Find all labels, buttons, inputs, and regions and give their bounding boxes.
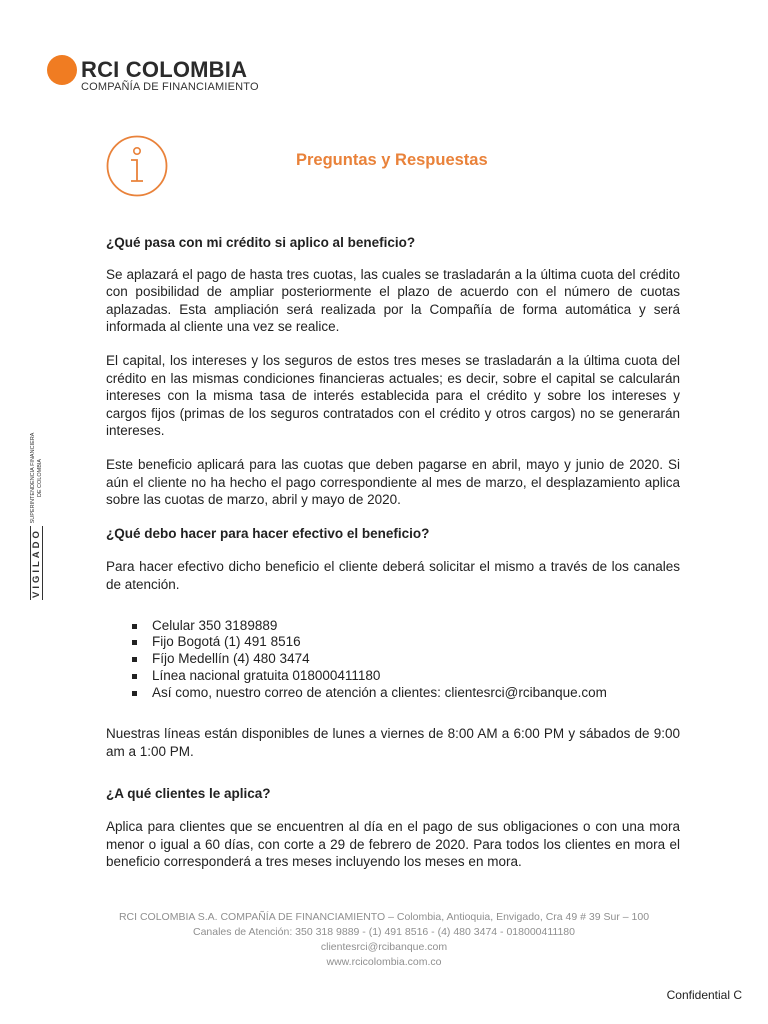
vigilado-label: VIGILADO	[31, 528, 42, 598]
page-footer	[0, 910, 768, 970]
footer-website: www.rcicolombia.com.co	[326, 956, 442, 968]
brand-logo-mark	[47, 55, 77, 85]
answer-1-paragraph-1: Se aplazará el pago de hasta tres cuotas, las cuales se trasladarán a la última cuota del crédito con posibilidad de ampliar posteriormente el plazo de acuerdo con el número de cuotas aplazadas. Esta ampliación será realizada por la Compañía de forma automática y será informada al cliente una vez se realice.	[106, 266, 680, 335]
list-item: Celular 350 3189889	[130, 618, 680, 635]
page-title: Preguntas y Respuestas	[296, 151, 488, 169]
footer-address: RCI COLOMBIA S.A. COMPAÑÍA DE FINANCIAMIENTO – Colombia, Antioquia, Envigado, Cra 49 # 39 Sur – 100	[118, 911, 650, 923]
superintendencia-line2: DE COLOMBIA	[37, 458, 43, 498]
contact-channels-list	[106, 618, 680, 702]
question-1: ¿Qué pasa con mi crédito si aplico al beneficio?	[106, 235, 416, 250]
footer-channels: Canales de Atención: 350 318 9889 - (1) 491 8516 - (4) 480 3474 - 018000411180	[193, 926, 575, 938]
brand-name: RCI COLOMBIA	[81, 57, 248, 82]
superintendencia-label	[30, 430, 44, 526]
info-icon	[105, 134, 169, 198]
question-2: ¿Qué debo hacer para hacer efectivo el beneficio?	[106, 525, 430, 541]
brand-subtitle: COMPAÑÍA DE FINANCIAMIENTO	[81, 81, 259, 93]
list-item: Línea nacional gratuita 018000411180	[130, 668, 680, 685]
answer-1-paragraph-3: Este beneficio aplicará para las cuotas que deben pagarse en abril, mayo y junio de 2020. Si aún el cliente no ha hecho el pago correspondiente al mes de marzo, el desplazamiento aplica sobre las cuotas de marzo, abril y mayo de 2020.	[106, 456, 680, 508]
answer-3-paragraph-1: Aplica para clientes que se encuentren al día en el pago de sus obligaciones o con una mora menor o igual a 60 días, con corte a 29 de febrero de 2020. Para todos los clientes en mora el beneficio corresponderá a tres meses incluyendo los meses en mora.	[106, 819, 680, 870]
footer-email: clientesrci@rcibanque.com	[320, 941, 448, 953]
list-item: Fijo Bogotá (1) 491 8516	[130, 634, 680, 651]
answer-2-paragraph-1: Para hacer efectivo dicho beneficio el cliente deberá solicitar el mismo a través de los canales de atención.	[106, 559, 680, 592]
confidentiality-label: Confidential C	[666, 988, 742, 1002]
list-item: Así como, nuestro correo de atención a clientes: clientesrci@rcibanque.com	[130, 685, 680, 702]
faq-content	[106, 234, 680, 871]
vigilado-stamp	[20, 430, 60, 600]
answer-1-paragraph-2: El capital, los intereses y los seguros de estos tres meses se trasladarán a la última cuota del crédito en las mismas condiciones financieras actuales; es decir, sobre el capital se calcularán intereses con la misma tasa de interés establecida para el crédito y sobre los intereses y cargos fijos (primas de los seguros contratados con el crédito y otros cargos) no se generarán intereses.	[106, 352, 680, 439]
superintendencia-line1: SUPERINTENDENCIA FINANCIERA	[30, 432, 36, 524]
answer-2-paragraph-2: Nuestras líneas están disponibles de lunes a viernes de 8:00 AM a 6:00 PM y sábados de 9:00 am a 1:00 PM.	[106, 726, 680, 760]
question-3: ¿A qué clientes le aplica?	[106, 785, 271, 801]
list-item: Fíjo Medellín (4) 480 3474	[130, 651, 680, 668]
